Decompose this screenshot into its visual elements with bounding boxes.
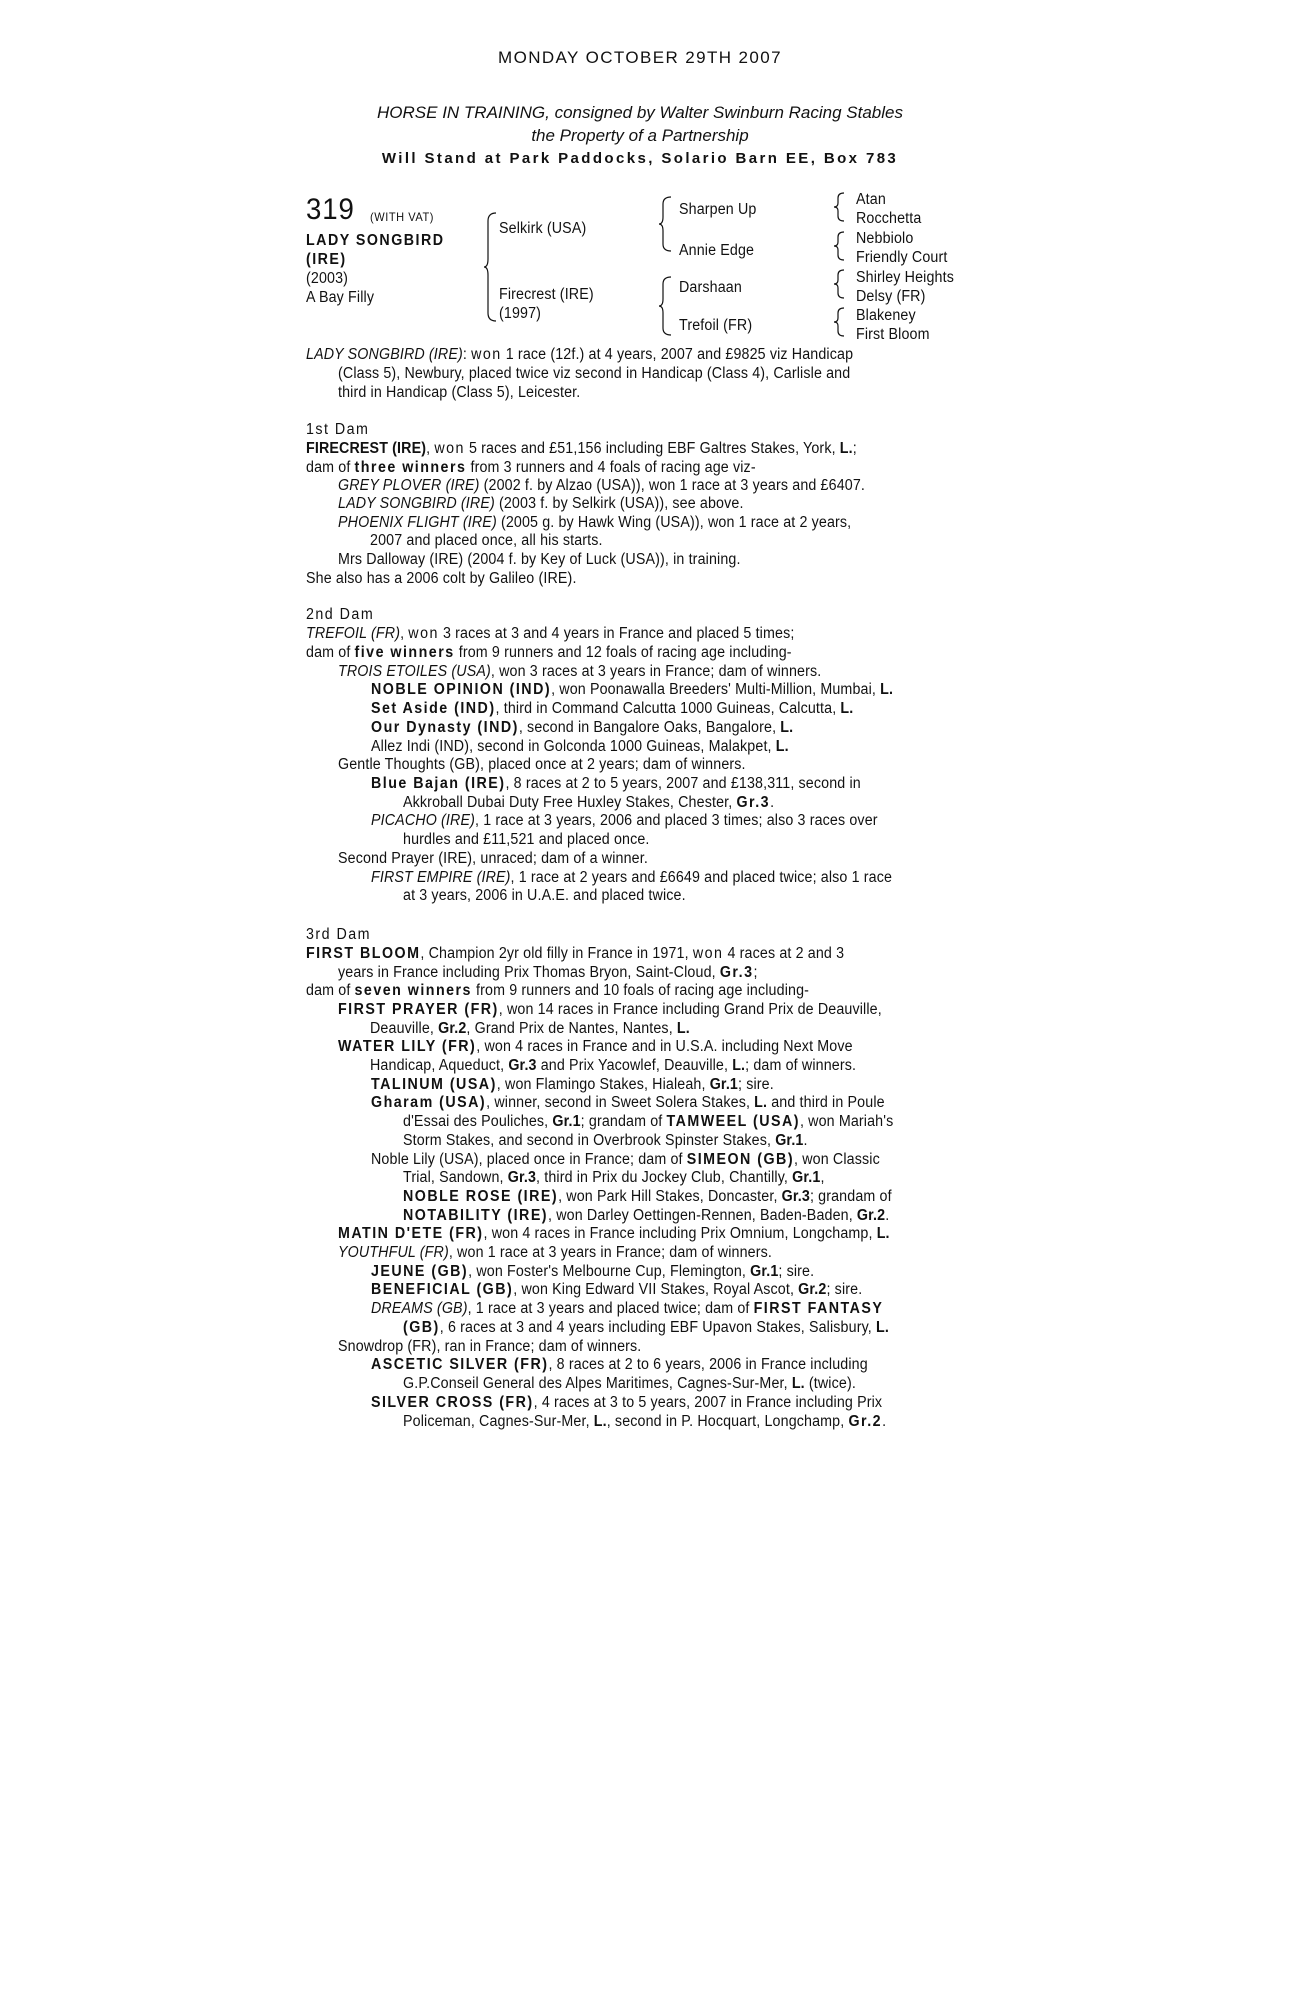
progeny-line: SILVER CROSS (FR), 4 races at 3 to 5 years, 2007 in France including Prix xyxy=(371,1394,883,1411)
pedigree-ancestor-6: Delsy (FR) xyxy=(856,288,926,305)
pedigree-ancestor-5: Shirley Heights xyxy=(856,269,954,286)
progeny-line: hurdles and £11,521 and placed once. xyxy=(403,831,650,848)
dam-line: FIRST BLOOM, Champion 2yr old filly in France in 1971, won 4 races at 2 and 3 xyxy=(306,945,845,962)
vat-label: (WITH VAT) xyxy=(370,210,434,224)
pedigree-dam: Firecrest (IRE) xyxy=(499,286,594,303)
progeny-line: Snowdrop (FR), ran in France; dam of winners. xyxy=(338,1338,642,1355)
progeny-line: TROIS ETOILES (USA), won 3 races at 3 years in France; dam of winners. xyxy=(338,663,822,680)
progeny-line: Mrs Dalloway (IRE) (2004 f. by Key of Luck (USA)), in training. xyxy=(338,551,741,568)
pedigree-ancestor-7: Blakeney xyxy=(856,307,916,324)
progeny-line: Deauville, Gr.2, Grand Prix de Nantes, Nantes, L. xyxy=(370,1020,690,1037)
dam-line: dam of three winners from 3 runners and 4 foals of racing age viz- xyxy=(306,459,756,476)
property-line: the Property of a Partnership xyxy=(531,126,749,145)
consignor-line: HORSE IN TRAINING, consigned by Walter Swinburn Racing Stables xyxy=(377,103,903,122)
progeny-line: Trial, Sandown, Gr.3, third in Prix du Jockey Club, Chantilly, Gr.1, xyxy=(403,1169,825,1186)
horse-description: A Bay Filly xyxy=(306,289,375,306)
progeny-line: WATER LILY (FR), won 4 races in France and in U.S.A. including Next Move xyxy=(338,1038,853,1055)
progeny-line: Gharam (USA), winner, second in Sweet Solera Stakes, L. and third in Poule xyxy=(371,1094,885,1111)
progeny-line: Second Prayer (IRE), unraced; dam of a winner. xyxy=(338,850,648,867)
sale-date: MONDAY OCTOBER 29TH 2007 xyxy=(498,48,782,67)
progeny-line: TALINUM (USA), won Flamingo Stakes, Hialeah, Gr.1; sire. xyxy=(371,1076,774,1093)
racing-summary-line: LADY SONGBIRD (IRE): won 1 race (12f.) at 4 years, 2007 and £9825 viz Handicap xyxy=(306,346,854,363)
progeny-line: NOBLE OPINION (IND), won Poonawalla Breeders' Multi-Million, Mumbai, L. xyxy=(371,681,894,698)
pedigree-ancestor-2: Rocchetta xyxy=(856,210,922,227)
pedigree-bracket-main xyxy=(484,212,498,322)
progeny-line: FIRST EMPIRE (IRE), 1 race at 2 years and £6649 and placed twice; also 1 race xyxy=(371,869,893,886)
progeny-line: GREY PLOVER (IRE) (2002 f. by Alzao (USA)), won 1 race at 3 years and £6407. xyxy=(338,477,866,494)
progeny-line: Gentle Thoughts (GB), placed once at 2 years; dam of winners. xyxy=(338,756,746,773)
foaling-year: (2003) xyxy=(306,270,349,287)
progeny-line: NOBLE ROSE (IRE), won Park Hill Stakes, Doncaster, Gr.3; grandam of xyxy=(403,1188,892,1205)
progeny-line: ASCETIC SILVER (FR), 8 races at 2 to 6 years, 2006 in France including xyxy=(371,1356,868,1373)
horse-name: LADY SONGBIRD xyxy=(306,232,445,249)
racing-summary-line: (Class 5), Newbury, placed twice viz second in Handicap (Class 4), Carlisle and xyxy=(338,365,851,382)
progeny-line: NOTABILITY (IRE), won Darley Oettingen-Rennen, Baden-Baden, Gr.2. xyxy=(403,1207,890,1224)
dam-line: FIRECREST (IRE), won 5 races and £51,156 including EBF Galtres Stakes, York, L.; xyxy=(306,440,857,457)
progeny-line: Our Dynasty (IND), second in Bangalore Oaks, Bangalore, L. xyxy=(371,719,794,736)
pedigree-bracket-sire xyxy=(659,196,673,252)
progeny-line: She also has a 2006 colt by Galileo (IRE). xyxy=(306,570,577,587)
pedigree-bracket-gs2 xyxy=(834,231,846,261)
progeny-line: Policeman, Cagnes-Sur-Mer, L., second in P. Hocquart, Longchamp, Gr.2. xyxy=(403,1413,887,1430)
pedigree-ancestor-1: Atan xyxy=(856,191,886,208)
racing-summary-line: third in Handicap (Class 5), Leicester. xyxy=(338,384,581,401)
progeny-line: JEUNE (GB), won Foster's Melbourne Cup, Flemington, Gr.1; sire. xyxy=(371,1263,815,1280)
pedigree-bracket-gs4 xyxy=(834,307,846,337)
progeny-line: (GB), 6 races at 3 and 4 years including EBF Upavon Stakes, Salisbury, L. xyxy=(403,1319,889,1336)
progeny-line: FIRST PRAYER (FR), won 14 races in France including Grand Prix de Deauville, xyxy=(338,1001,882,1018)
pedigree-granddam-2: Trefoil (FR) xyxy=(679,317,753,334)
pedigree-sire: Selkirk (USA) xyxy=(499,220,587,237)
progeny-line: Set Aside (IND), third in Command Calcutta 1000 Guineas, Calcutta, L. xyxy=(371,700,854,717)
progeny-line: Allez Indi (IND), second in Golconda 1000 Guineas, Malakpet, L. xyxy=(371,738,789,755)
section-heading-2nd-dam: 2nd Dam xyxy=(306,606,375,623)
progeny-line: Handicap, Aqueduct, Gr.3 and Prix Yacowlef, Deauville, L.; dam of winners. xyxy=(370,1057,857,1074)
progeny-line: Noble Lily (USA), placed once in France; dam of SIMEON (GB), won Classic xyxy=(371,1151,880,1168)
dam-line: dam of seven winners from 9 runners and 10 foals of racing age including- xyxy=(306,982,810,999)
progeny-line: Storm Stakes, and second in Overbrook Spinster Stakes, Gr.1. xyxy=(403,1132,808,1149)
progeny-line: YOUTHFUL (FR), won 1 race at 3 years in France; dam of winners. xyxy=(338,1244,773,1261)
dam-line: years in France including Prix Thomas Bryon, Saint-Cloud, Gr.3; xyxy=(338,964,758,981)
progeny-line: 2007 and placed once, all his starts. xyxy=(370,532,603,549)
progeny-line: Akkroball Dubai Duty Free Huxley Stakes, Chester, Gr.3. xyxy=(403,794,775,811)
pedigree-ancestor-4: Friendly Court xyxy=(856,249,948,266)
progeny-line: PHOENIX FLIGHT (IRE) (2005 g. by Hawk Wing (USA)), won 1 race at 2 years, xyxy=(338,514,852,531)
dam-line: TREFOIL (FR), won 3 races at 3 and 4 years in France and placed 5 times; xyxy=(306,625,795,642)
pedigree-ancestor-3: Nebbiolo xyxy=(856,230,914,247)
dam-line: dam of five winners from 9 runners and 12 foals of racing age including- xyxy=(306,644,792,661)
horse-country: (IRE) xyxy=(306,251,347,268)
progeny-line: d'Essai des Pouliches, Gr.1; grandam of TAMWEEL (USA), won Mariah's xyxy=(403,1113,894,1130)
stand-line: Will Stand at Park Paddocks, Solario Barn EE, Box 783 xyxy=(381,150,899,167)
pedigree-granddam-1: Annie Edge xyxy=(679,242,755,259)
progeny-line: Blue Bajan (IRE), 8 races at 2 to 5 years, 2007 and £138,311, second in xyxy=(371,775,861,792)
progeny-line: DREAMS (GB), 1 race at 3 years and placed twice; dam of FIRST FANTASY xyxy=(371,1300,884,1317)
pedigree-grandsire-2: Darshaan xyxy=(679,279,742,296)
section-heading-1st-dam: 1st Dam xyxy=(306,421,370,438)
progeny-line: at 3 years, 2006 in U.A.E. and placed twice. xyxy=(403,887,686,904)
section-heading-3rd-dam: 3rd Dam xyxy=(306,926,371,943)
progeny-line: G.P.Conseil General des Alpes Maritimes, Cagnes-Sur-Mer, L. (twice). xyxy=(403,1375,856,1392)
pedigree-bracket-gs3 xyxy=(834,269,846,299)
progeny-line: LADY SONGBIRD (IRE) (2003 f. by Selkirk (USA)), see above. xyxy=(338,495,744,512)
progeny-line: BENEFICIAL (GB), won King Edward VII Stakes, Royal Ascot, Gr.2; sire. xyxy=(371,1281,863,1298)
pedigree-bracket-dam xyxy=(659,276,673,336)
progeny-line: MATIN D'ETE (FR), won 4 races in France including Prix Omnium, Longchamp, L. xyxy=(338,1225,890,1242)
pedigree-grandsire-1: Sharpen Up xyxy=(679,201,757,218)
pedigree-bracket-gs1 xyxy=(834,192,846,222)
pedigree-ancestor-8: First Bloom xyxy=(856,326,930,343)
lot-number: 319 xyxy=(306,193,355,226)
progeny-line: PICACHO (IRE), 1 race at 3 years, 2006 and placed 3 times; also 3 races over xyxy=(371,812,878,829)
pedigree-dam-year: (1997) xyxy=(499,305,542,322)
